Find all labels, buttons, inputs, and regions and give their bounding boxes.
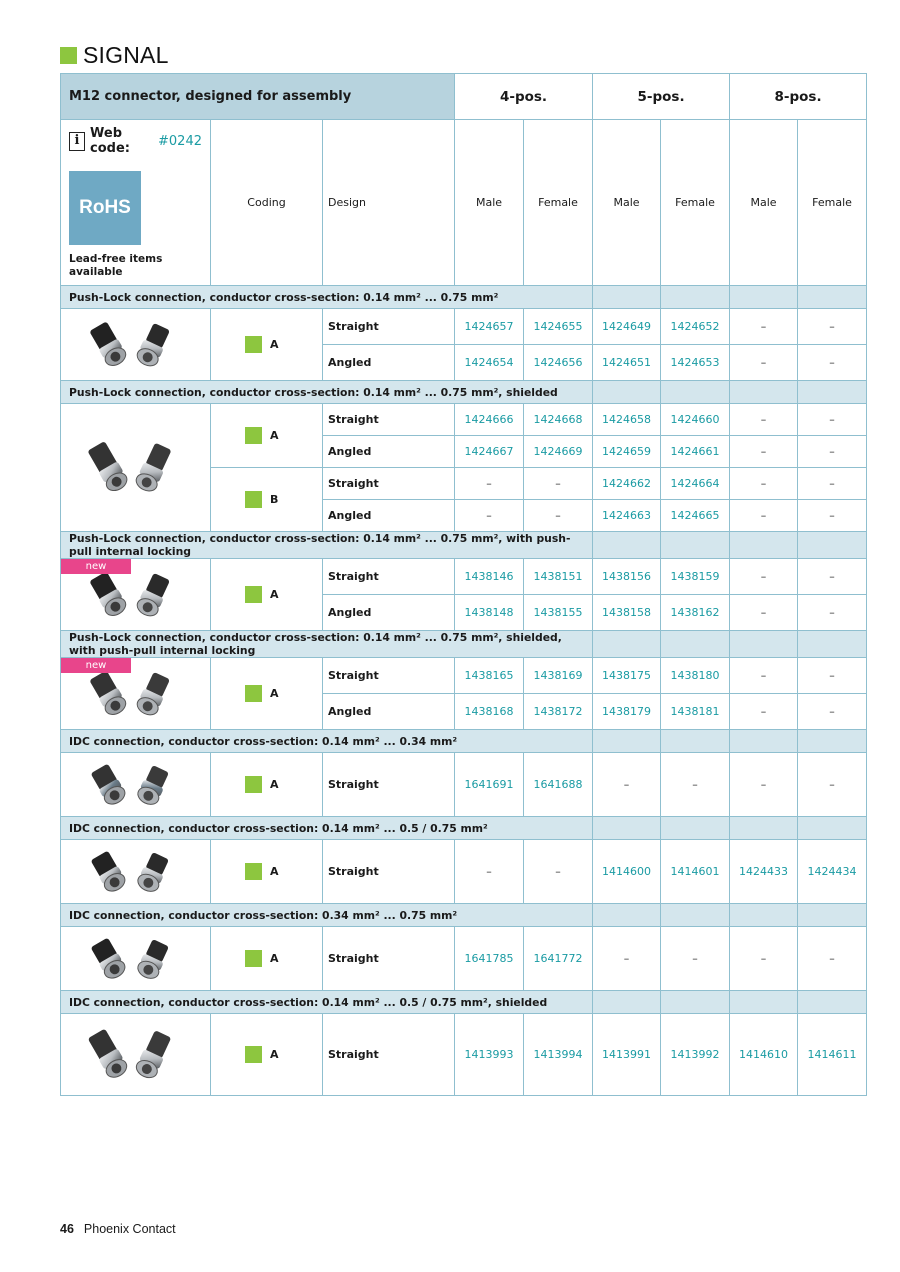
order-number-link[interactable]: 1438168 [455,694,524,730]
coding-square-icon [245,336,262,353]
group-title: IDC connection, conductor cross-section: 0.14 mm² ... 0.5 / 0.75 mm², shielded [61,991,593,1014]
order-number-link[interactable]: 1414601 [661,840,730,904]
gender-header: Male [593,120,661,286]
group-header-fill [730,381,798,404]
group-title: IDC connection, conductor cross-section: 0.14 mm² ... 0.34 mm² [61,730,593,753]
coding-code: A [270,588,279,601]
group-header-row [61,991,867,1014]
unavailable-cell: – [730,404,798,436]
connector-image [61,428,210,508]
group-header-row [61,730,867,753]
gender-header: Female [524,120,593,286]
group-header-fill [798,381,867,404]
group-header-fill [798,817,867,840]
coding-code: A [270,952,279,965]
unavailable-cell: – [798,927,867,991]
order-number-link[interactable]: 1424658 [593,404,661,436]
unavailable-cell: – [455,500,524,532]
group-title: Push-Lock connection, conductor cross-section: 0.14 mm² ... 0.75 mm², shielded [61,381,593,404]
order-number-link[interactable]: 1424657 [455,309,524,345]
coding-cell [211,468,323,532]
order-number-link[interactable]: 1438159 [661,559,730,595]
footer-brand: Phoenix Contact [83,1222,176,1236]
unavailable-cell: – [661,753,730,817]
group-title: Push-Lock connection, conductor cross-section: 0.14 mm² ... 0.75 mm², shielded, with push-pull internal locking [61,631,593,658]
unavailable-cell: – [524,840,593,904]
group-header-fill [661,532,730,559]
group-header-fill [593,631,661,658]
coding-cell [211,309,323,381]
design-cell: Straight [323,1014,455,1096]
coding-cell [211,404,323,468]
design-cell: Straight [323,404,455,436]
product-row [61,927,867,991]
unavailable-cell: – [730,927,798,991]
group-header-fill [593,991,661,1014]
unavailable-cell: – [730,559,798,595]
group-header-fill [730,532,798,559]
header-5pos: 5-pos. [593,74,730,120]
group-header-fill [593,381,661,404]
coding-square-icon [245,1046,262,1063]
rohs-badge: RoHS [69,171,141,245]
unavailable-cell: – [730,468,798,500]
order-number-link[interactable]: 1438180 [661,658,730,694]
unavailable-cell: – [798,694,867,730]
product-image-cell [61,753,211,817]
coding-cell [211,927,323,991]
order-number-link[interactable]: 1438151 [524,559,593,595]
design-header: Design [323,120,455,286]
design-cell: Straight [323,559,455,595]
coding [245,491,322,508]
design-cell: Straight [323,309,455,345]
order-number-link[interactable]: 1438181 [661,694,730,730]
unavailable-cell: – [798,500,867,532]
unavailable-cell: – [798,658,867,694]
design-cell: Angled [323,694,455,730]
coding-cell [211,559,323,631]
product-row [61,658,867,694]
coding-square-icon [245,950,262,967]
order-number-link[interactable]: 1641688 [524,753,593,817]
unavailable-cell: – [798,345,867,381]
design-cell: Straight [323,753,455,817]
coding-code: A [270,687,279,700]
order-number-link[interactable]: 1424649 [593,309,661,345]
design-cell: Straight [323,658,455,694]
design-cell: Angled [323,595,455,631]
group-header-fill [798,904,867,927]
group-header-fill [593,532,661,559]
order-number-link[interactable]: 1424653 [661,345,730,381]
new-badge: new [61,658,131,673]
order-number-link[interactable]: 1414600 [593,840,661,904]
group-header-fill [798,730,867,753]
coding-header: Coding [211,120,323,286]
unavailable-cell: – [798,436,867,468]
coding-square-icon [245,776,262,793]
coding [245,950,322,967]
group-header-fill [661,817,730,840]
group-header-fill [661,730,730,753]
product-image-cell [61,927,211,991]
unavailable-cell: – [798,468,867,500]
order-number-link[interactable]: 1424661 [661,436,730,468]
unavailable-cell: – [798,753,867,817]
group-title: Push-Lock connection, conductor cross-section: 0.14 mm² ... 0.75 mm² [61,286,593,309]
group-header-fill [593,817,661,840]
webcode-cell [61,120,211,286]
product-row [61,309,867,345]
order-number-link[interactable]: 1438146 [455,559,524,595]
gender-header: Female [661,120,730,286]
page-number: 46 [60,1222,74,1236]
order-number-link[interactable]: 1413992 [661,1014,730,1096]
unavailable-cell: – [661,927,730,991]
product-row [61,559,867,595]
order-number-link[interactable]: 1438148 [455,595,524,631]
coding-square-icon [245,586,262,603]
group-header-fill [798,286,867,309]
coding [245,1046,322,1063]
product-image-cell [61,559,211,631]
product-row [61,840,867,904]
group-header-fill [730,904,798,927]
coding-code: A [270,429,279,442]
coding-cell [211,840,323,904]
header-8pos: 8-pos. [730,74,867,120]
section-title-text: SIGNAL [83,41,169,68]
product-row [61,753,867,817]
design-cell: Angled [323,500,455,532]
header-4pos: 4-pos. [455,74,593,120]
coding [245,776,322,793]
unavailable-cell: – [455,468,524,500]
unavailable-cell: – [730,309,798,345]
order-number-link[interactable]: 1424434 [798,840,867,904]
group-header-fill [661,631,730,658]
connector-image [61,929,210,989]
coding-square-icon [245,685,262,702]
design-cell: Straight [323,468,455,500]
group-header-fill [593,904,661,927]
webcode-label: Web code: [90,126,130,156]
order-number-link[interactable]: 1413994 [524,1014,593,1096]
product-row [61,1014,867,1096]
unavailable-cell: – [730,694,798,730]
leadfree-note: Lead-free items available [69,253,163,278]
group-header-row [61,817,867,840]
coding-square-icon [245,491,262,508]
design-cell: Angled [323,345,455,381]
group-header-fill [730,631,798,658]
group-header-fill [798,532,867,559]
unavailable-cell: – [524,500,593,532]
coding-square-icon [245,427,262,444]
group-header-row [61,381,867,404]
connector-image [61,755,210,815]
table-title: M12 connector, designed for assembly [61,74,455,120]
section-square-icon [60,47,77,64]
group-header-fill [798,631,867,658]
group-header-row [61,631,867,658]
order-number-link[interactable]: 1438172 [524,694,593,730]
product-row [61,404,867,436]
coding-code: A [270,1048,279,1061]
coding [245,336,322,353]
connector-image [61,842,210,902]
order-number-link[interactable]: 1424651 [593,345,661,381]
group-header-fill [730,991,798,1014]
order-number-link[interactable]: 1424659 [593,436,661,468]
unavailable-cell: – [593,927,661,991]
order-number-link[interactable]: 1424660 [661,404,730,436]
group-header-fill [798,991,867,1014]
order-number-link[interactable]: 1641772 [524,927,593,991]
unavailable-cell: – [730,436,798,468]
product-table [60,73,867,1096]
coding [245,685,322,702]
order-number-link[interactable]: 1424654 [455,345,524,381]
new-badge: new [61,559,131,574]
order-number-link[interactable]: 1438169 [524,658,593,694]
order-number-link[interactable]: 1438155 [524,595,593,631]
page-footer [60,1222,176,1236]
group-header-fill [661,904,730,927]
order-number-link[interactable]: 1413993 [455,1014,524,1096]
group-header-fill [661,381,730,404]
coding [245,586,322,603]
unavailable-cell: – [798,309,867,345]
order-number-link[interactable]: 1424664 [661,468,730,500]
gender-header: Male [455,120,524,286]
order-number-link[interactable]: 1438158 [593,595,661,631]
group-header-fill [730,730,798,753]
group-header-fill [661,991,730,1014]
connector-image [61,311,210,379]
gender-header: Female [798,120,867,286]
order-number-link[interactable]: 1424668 [524,404,593,436]
group-header-fill [661,286,730,309]
unavailable-cell: – [798,595,867,631]
webcode-link[interactable]: #0242 [158,133,202,149]
coding-code: A [270,865,279,878]
order-number-link[interactable]: 1424652 [661,309,730,345]
product-image-cell [61,840,211,904]
product-image-cell [61,309,211,381]
unavailable-cell: – [730,753,798,817]
coding [245,427,322,444]
order-number-link[interactable]: 1413991 [593,1014,661,1096]
unavailable-cell: – [455,840,524,904]
order-number-link[interactable]: 1414610 [730,1014,798,1096]
order-number-link[interactable]: 1414611 [798,1014,867,1096]
coding-square-icon [245,863,262,880]
coding-cell [211,1014,323,1096]
order-number-link[interactable]: 1424669 [524,436,593,468]
product-image-cell [61,1014,211,1096]
unavailable-cell: – [524,468,593,500]
order-number-link[interactable]: 1424666 [455,404,524,436]
order-number-link[interactable]: 1424433 [730,840,798,904]
unavailable-cell: – [593,753,661,817]
order-number-link[interactable]: 1424665 [661,500,730,532]
order-number-link[interactable]: 1438156 [593,559,661,595]
coding-code: A [270,778,279,791]
design-cell: Angled [323,436,455,468]
connector-image [61,1016,210,1094]
product-image-cell [61,658,211,730]
section-title [60,40,169,70]
coding-code: A [270,338,279,351]
info-icon: i [69,132,85,151]
order-number-link[interactable]: 1424667 [455,436,524,468]
group-header-fill [730,286,798,309]
unavailable-cell: – [798,404,867,436]
order-number-link[interactable]: 1424656 [524,345,593,381]
coding [245,863,322,880]
group-header-row [61,286,867,309]
group-header-fill [593,286,661,309]
coding-code: B [270,493,279,506]
order-number-link[interactable]: 1424663 [593,500,661,532]
order-number-link[interactable]: 1438175 [593,658,661,694]
group-header-fill [730,817,798,840]
order-number-link[interactable]: 1424655 [524,309,593,345]
order-number-link[interactable]: 1641691 [455,753,524,817]
design-cell: Straight [323,840,455,904]
order-number-link[interactable]: 1424662 [593,468,661,500]
unavailable-cell: – [730,658,798,694]
design-cell: Straight [323,927,455,991]
order-number-link[interactable]: 1641785 [455,927,524,991]
order-number-link[interactable]: 1438179 [593,694,661,730]
unavailable-cell: – [798,559,867,595]
order-number-link[interactable]: 1438165 [455,658,524,694]
order-number-link[interactable]: 1438162 [661,595,730,631]
gender-header: Male [730,120,798,286]
group-header-row [61,904,867,927]
webcode [69,126,202,156]
product-image-cell [61,404,211,532]
group-header-row [61,532,867,559]
coding-cell [211,753,323,817]
unavailable-cell: – [730,500,798,532]
unavailable-cell: – [730,345,798,381]
group-header-fill [593,730,661,753]
coding-cell [211,658,323,730]
group-title: IDC connection, conductor cross-section: 0.14 mm² ... 0.5 / 0.75 mm² [61,817,593,840]
unavailable-cell: – [730,595,798,631]
group-title: Push-Lock connection, conductor cross-section: 0.14 mm² ... 0.75 mm², with push-pull internal locking [61,532,593,559]
group-title: IDC connection, conductor cross-section: 0.34 mm² ... 0.75 mm² [61,904,593,927]
